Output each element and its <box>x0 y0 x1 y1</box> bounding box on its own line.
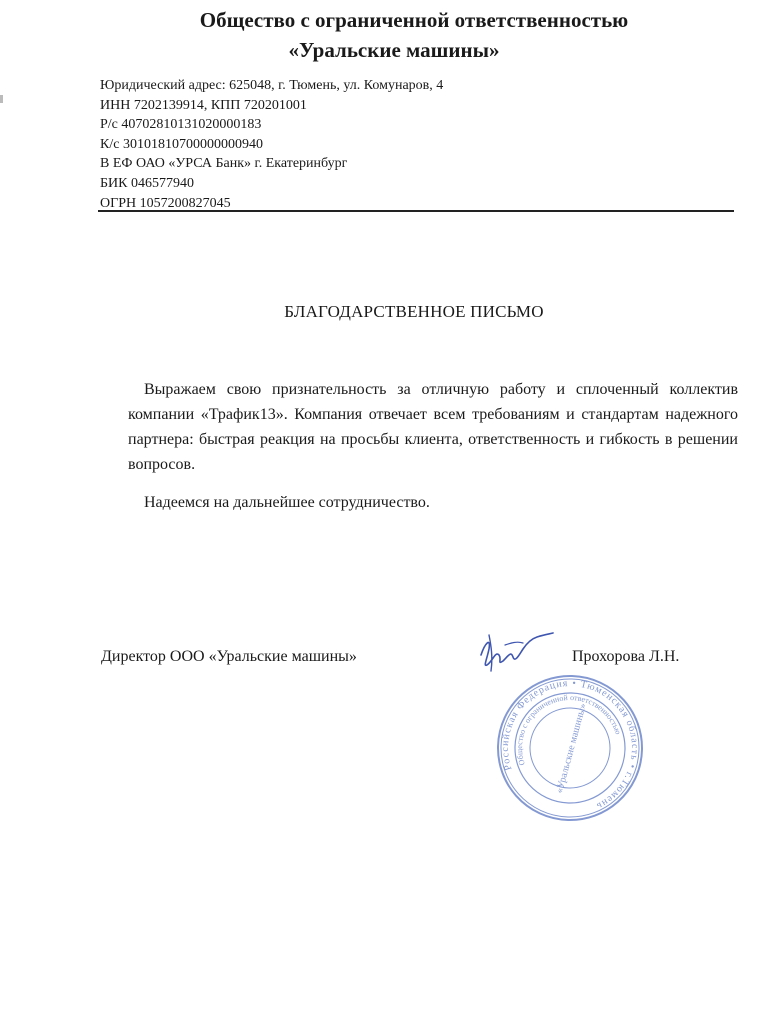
svg-text:«Уральские машины»: «Уральские машины» <box>554 702 589 795</box>
company-requisites <box>100 76 443 213</box>
company-seal-stamp <box>495 673 645 823</box>
body-paragraph: Выражаем свою признательность за отличную работу и сплоченный коллектив компании «Трафик13». Компания отвечает всем требованиям и стандартам надежного партнера: быстрая реакция на просьбы клиента, ответственность и гибкость в решении вопросов. <box>128 381 738 473</box>
closing-paragraph: Надеемся на дальнейшее сотрудничество. <box>144 494 430 511</box>
requisite-address: Юридический адрес: 625048, г. Тюмень, ул. Комунаров, 4 <box>100 78 444 93</box>
document-title: БЛАГОДАРСТВЕННОЕ ПИСЬМО <box>284 302 544 321</box>
handwritten-signature <box>475 625 555 680</box>
letter-body <box>128 377 738 515</box>
company-name-line2: «Уральские машины» <box>288 38 500 62</box>
svg-text:Общество с ограниченной ответс: Общество с ограниченной ответственностью <box>514 692 623 767</box>
header-divider <box>98 210 734 212</box>
requisite-correspondent-account: К/с 30101810700000000940 <box>100 136 263 152</box>
requisite-ogrn: ОГРН 1057200827045 <box>100 195 231 211</box>
svg-text:Российская Федерация • Тюменск: Российская Федерация • Тюменская область • г.Тюмень <box>499 677 641 812</box>
company-name-line1: Общество с ограниченной ответственностью <box>199 8 629 32</box>
requisite-bank: В ЕФ ОАО «УРСА Банк» г. Екатеринбург <box>100 156 348 172</box>
requisite-inn-kpp: ИНН 7202139914, КПП 720201001 <box>100 97 307 113</box>
requisite-settlement-account: Р/с 40702810131020000183 <box>100 117 262 133</box>
signatory-name: Прохорова Л.Н. <box>572 648 680 665</box>
requisite-bik: БИК 046577940 <box>100 175 194 191</box>
scan-artifact <box>0 95 3 103</box>
signatory-position: Директор ООО «Уральские машины» <box>101 648 357 665</box>
